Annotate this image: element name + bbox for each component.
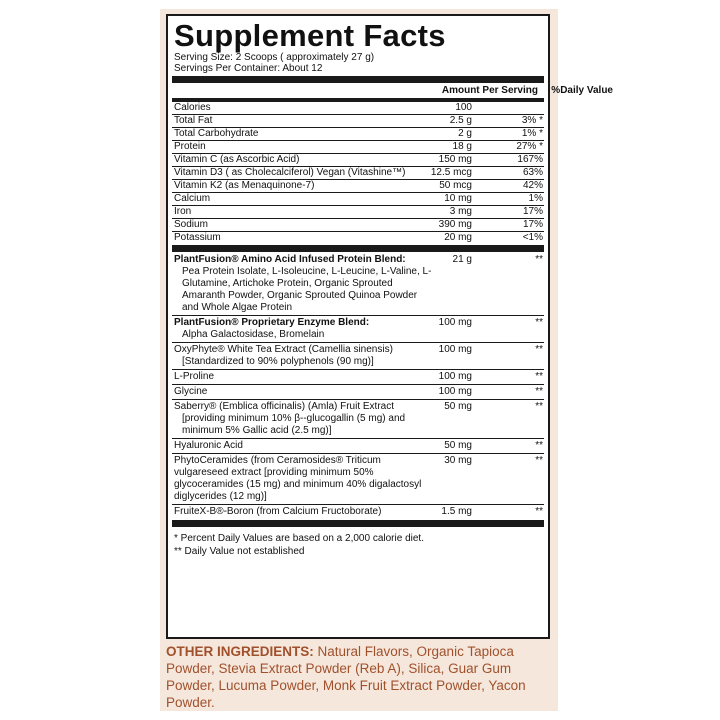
ingredient-daily-value: ** (535, 371, 543, 382)
footer-divider (172, 520, 544, 527)
nutrient-name: Total Carbohydrate (174, 128, 259, 139)
ingredient-detail: [providing minimum 10% β--glucogallin (5 mg) and minimum 5% Gallic acid (2.5 mg)] (182, 413, 406, 436)
ingredient-daily-value: ** (535, 254, 543, 265)
ingredient-daily-value: ** (535, 506, 543, 517)
nutrient-amount: 10 mg (444, 193, 472, 204)
ingredient-title: PhytoCeramides (from Ceramosides® Triticum vulgareseed extract [providing minimum 50% glycoceramides (15 mg) and minimum 40% digalactosyl diglycerides (12 mg)] (174, 455, 422, 502)
nutrient-amount: 18 g (452, 141, 472, 152)
amount-per-serving-header: Amount Per Serving (441, 85, 538, 96)
nutrient-daily-value: 167% (517, 154, 543, 165)
ingredient-detail: Alpha Galactosidase, Bromelain (182, 329, 325, 340)
nutrient-daily-value: 1% * (521, 128, 543, 139)
nutrient-name: Vitamin C (as Ascorbic Acid) (174, 154, 300, 165)
ingredient-amount: 21 g (452, 254, 472, 265)
ingredient-row (172, 504, 544, 519)
ingredient-title: FruiteX-B®-Boron (from Calcium Fructoborate) (174, 506, 382, 517)
ingredient-name-cell (172, 440, 432, 452)
supplement-facts-label (166, 14, 613, 639)
nutrient-daily-value: 17% (522, 206, 543, 217)
ingredient-title: OxyPhyte® White Tea Extract (Camellia sinensis) (174, 344, 393, 355)
ingredient-amount: 100 mg (438, 371, 472, 382)
label-title: Supplement Facts (174, 18, 446, 53)
nutrient-row (172, 140, 544, 153)
ingredient-amount: 30 mg (444, 455, 472, 466)
nutrient-name: Calcium (174, 193, 211, 204)
nutrient-row (172, 114, 544, 127)
nutrient-amount: 12.5 mcg (430, 167, 472, 178)
nutrient-row (172, 205, 544, 218)
nutrient-name: Vitamin D3 ( as Cholecalciferol) Vegan (Vitashine™) (174, 167, 406, 178)
ingredient-amount: 100 mg (438, 386, 472, 397)
nutrient-row (172, 231, 544, 244)
ingredient-title: PlantFusion® Amino Acid Infused Protein Blend: (174, 254, 406, 265)
ingredient-detail: Pea Protein Isolate, L-Isoleucine, L-Leucine, L-Valine, L-Glutamine, Artichoke Protein, Organic Sprouted Amaranth Powder, Organic Sprouted Quinoa Powder and Whole Algae Protein (182, 266, 432, 313)
nutrient-amount: 50 mcg (439, 180, 472, 191)
nutrient-name: Calories (174, 102, 211, 113)
ingredient-daily-value: ** (535, 344, 543, 355)
nutrient-row (172, 192, 544, 205)
serving-size: Serving Size: 2 Scoops ( approximately 27 g) (174, 52, 375, 63)
nutrient-name: Sodium (174, 219, 208, 230)
nutrient-name: Iron (174, 206, 192, 217)
daily-value-header: %Daily Value (551, 85, 613, 96)
ingredient-title: Saberry® (Emblica officinalis) (Amla) Fruit Extract (174, 401, 395, 412)
ingredient-name-cell (172, 371, 432, 383)
ingredient-amount: 50 mg (444, 401, 472, 412)
footnote-dv-not-established: ** Daily Value not established (174, 546, 305, 557)
ingredient-row (172, 453, 544, 504)
servings-per-container: Servings Per Container: About 12 (174, 63, 323, 74)
nutrient-row (172, 127, 544, 140)
ingredient-row (172, 342, 544, 369)
ingredient-daily-value: ** (535, 440, 543, 451)
nutrient-amount: 390 mg (438, 219, 472, 230)
ingredient-title: Glycine (174, 386, 208, 397)
thick-divider (172, 76, 544, 83)
ingredient-amount: 100 mg (438, 317, 472, 328)
nutrient-daily-value (472, 102, 546, 114)
ingredient-name-cell (172, 506, 432, 518)
ingredient-name-cell (172, 386, 432, 398)
ingredient-name-cell (172, 344, 432, 368)
nutrient-row (172, 179, 544, 192)
other-ingredients-label: OTHER INGREDIENTS: (166, 644, 314, 659)
section-divider (172, 245, 544, 252)
nutrient-amount: 3 mg (449, 206, 472, 217)
nutrient-daily-value: 1% (528, 193, 543, 204)
nutrient-row (172, 166, 544, 179)
nutrient-daily-value: 3% * (521, 115, 543, 126)
ingredient-row (172, 438, 544, 453)
footnote-percent-dv: * Percent Daily Values are based on a 2,000 calorie diet. (174, 533, 424, 544)
ingredient-row (172, 384, 544, 399)
blend-table (172, 253, 544, 519)
nutrient-name: Potassium (174, 232, 221, 243)
nutrient-daily-value: 27% * (516, 141, 543, 152)
footnotes (172, 528, 544, 558)
ingredient-title: Hyaluronic Acid (174, 440, 243, 451)
nutrient-row (172, 218, 544, 231)
other-ingredients-text: Natural Flavors, Organic Tapioca Powder, Stevia Extract Powder (Reb A), Silica, Guar Gum Powder, Lucuma Powder, Monk Fruit Extract Powder, Yacon Powder. (166, 644, 526, 710)
ingredient-name-cell (172, 317, 432, 341)
ingredient-title: L-Proline (174, 371, 215, 382)
ingredient-row (172, 315, 544, 342)
ingredient-title: PlantFusion® Proprietary Enzyme Blend: (174, 317, 370, 328)
nutrient-amount: 2.5 g (449, 115, 472, 126)
nutrient-daily-value: 42% (522, 180, 543, 191)
nutrient-amount: 20 mg (444, 232, 472, 243)
nutrient-daily-value: 17% (522, 219, 543, 230)
ingredient-detail: [Standardized to 90% polyphenols (90 mg)] (182, 356, 374, 367)
ingredient-amount: 100 mg (438, 344, 472, 355)
ingredient-row (172, 253, 544, 315)
nutrient-name: Protein (174, 141, 206, 152)
nutrient-row (172, 102, 544, 114)
nutrient-table (172, 102, 544, 244)
nutrient-name: Total Fat (174, 115, 213, 126)
other-ingredients (166, 643, 556, 711)
ingredient-daily-value: ** (535, 386, 543, 397)
nutrient-row (172, 153, 544, 166)
column-header (172, 84, 613, 98)
ingredient-daily-value: ** (535, 401, 543, 412)
nutrient-daily-value: 63% (522, 167, 543, 178)
ingredient-amount: 50 mg (444, 440, 472, 451)
ingredient-row (172, 399, 544, 438)
nutrient-amount: 150 mg (438, 154, 472, 165)
ingredient-daily-value: ** (535, 317, 543, 328)
nutrient-name: Vitamin K2 (as Menaquinone-7) (174, 180, 315, 191)
nutrient-amount: 100 (455, 102, 472, 113)
ingredient-name-cell (172, 455, 432, 503)
nutrient-daily-value: <1% (522, 232, 543, 243)
ingredient-row (172, 369, 544, 384)
ingredient-name-cell (172, 401, 432, 437)
ingredient-daily-value: ** (535, 455, 543, 466)
ingredient-amount: 1.5 mg (441, 506, 472, 517)
nutrient-amount: 2 g (458, 128, 472, 139)
ingredient-name-cell (172, 254, 432, 314)
